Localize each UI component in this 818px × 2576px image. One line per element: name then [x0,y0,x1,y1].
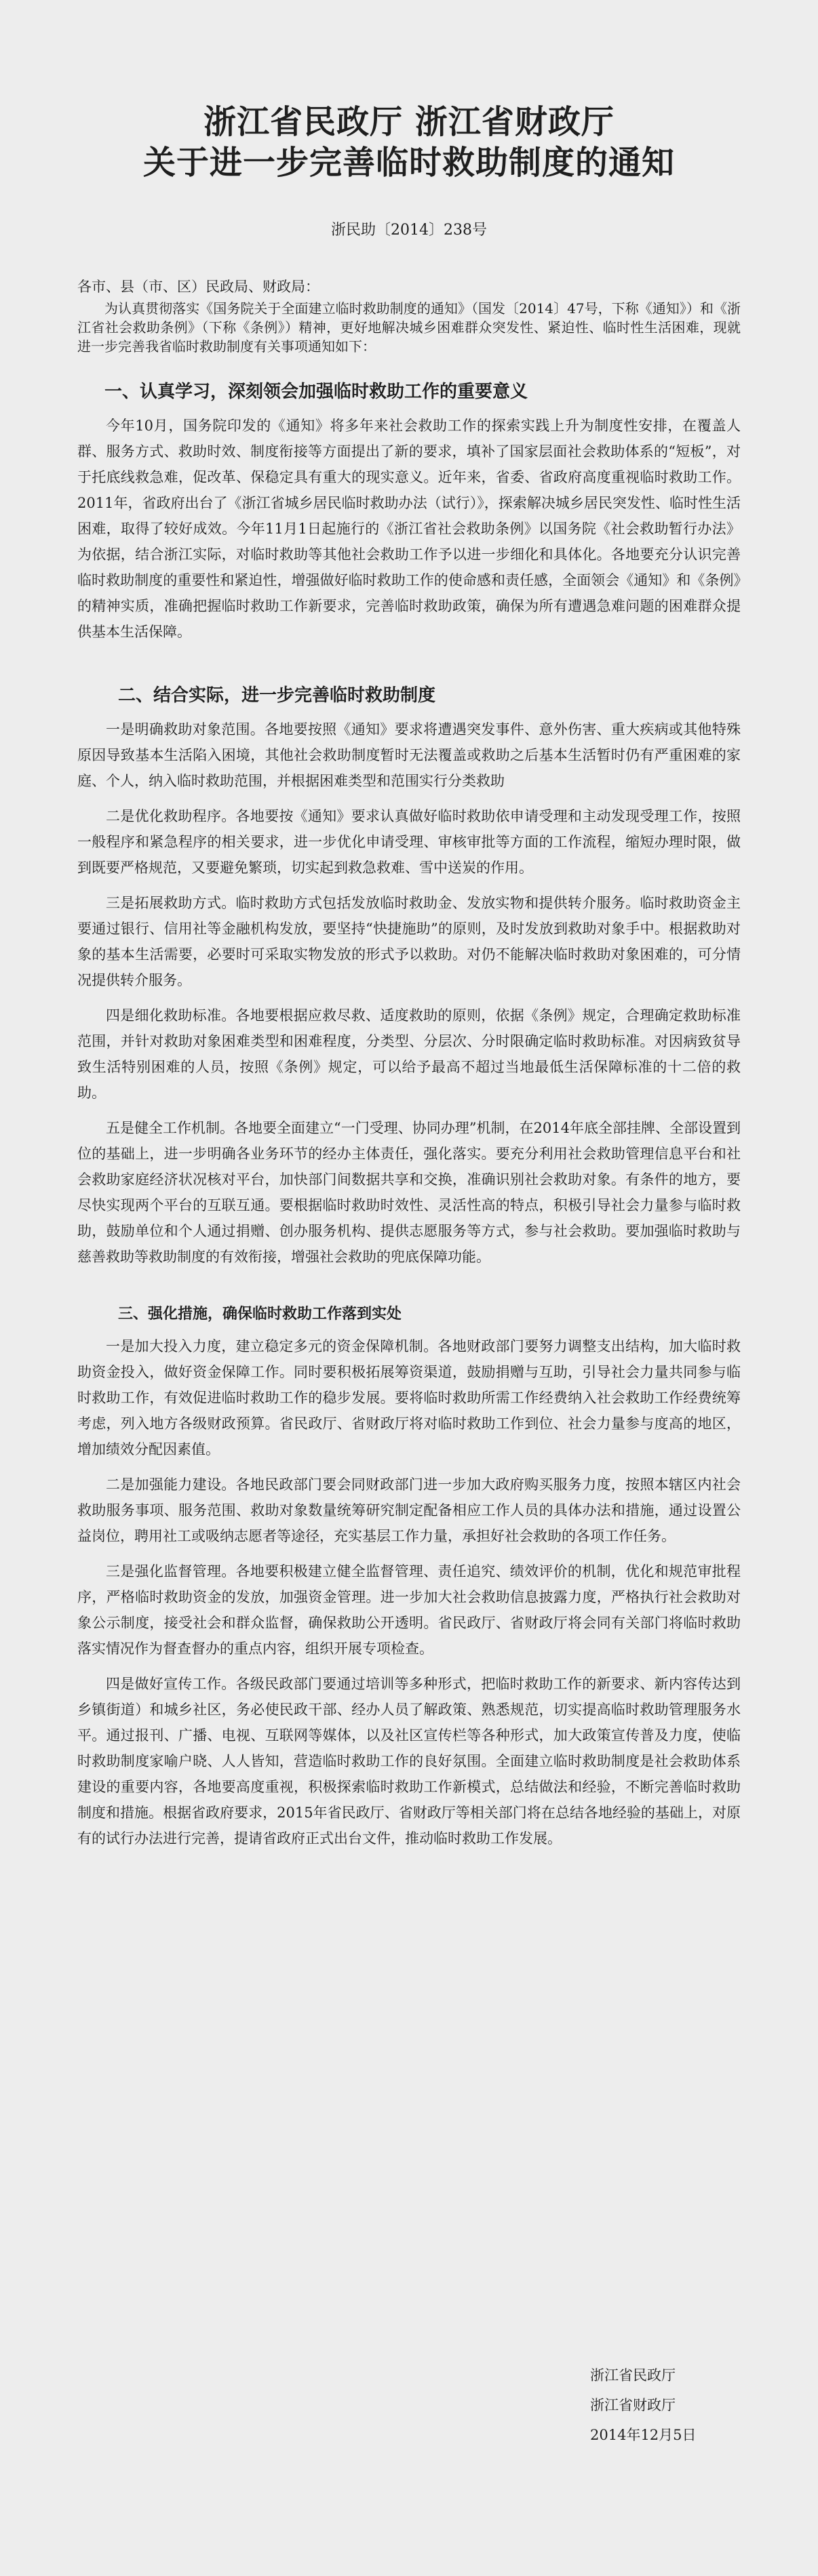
section-3-heading: 三、强化措施，确保临时救助工作落到实处 [118,1306,402,1323]
signature-org-1: 浙江省民政厅 [590,2367,676,2383]
signature-date: 2014年12月5日 [590,2427,697,2443]
section-2-paragraph-5: 五是健全工作机制。各地要全面建立“一门受理、协同办理”机制，在2014年底全部挂牌、全部设置到位的基础上，进一步明确各业务环节的经办主体责任，强化落实。要充分利用社会救助管理信息平台和社会救助家庭经济状况核对平台，加快部门间数据共享和交换，准确识别社会救助对象。有条件的地方，要尽快实现两个平台的互联互通。要根据临时救助时效性、灵活性高的特点，积极引导社会力量参与临时救助，鼓励单位和个人通过捐赠、创办服务机构、提供志愿服务等方式，参与社会救助。要加强临时救助与慈善救助等救助制度的有效衔接，增强社会救助的兜底保障功能。 [77,1120,741,1265]
section-2-heading: 二、结合实际，进一步完善临时救助制度 [118,685,436,706]
section-1-paragraph-1: 今年10月，国务院印发的《通知》将多年来社会救助工作的探索实践上升为制度性安排，在覆盖人群、服务方式、救助时效、制度衔接等方面提出了新的要求，填补了国家层面社会救助体系的“短板”，对于托底线救急难，促改革、保稳定具有重大的现实意义。近年来，省委、省政府高度重视临时救助工作。2011年，省政府出台了《浙江省城乡居民临时救助办法（试行）》，探索解决城乡居民突发性、临时性生活困难，取得了较好成效。今年11月1日起施行的《浙江省社会救助条例》以国务院《社会救助暂行办法》为依据，结合浙江实际，对临时救助等其他社会救助工作予以进一步细化和具体化。各地要充分认识完善临时救助制度的重要性和紧迫性，增强做好临时救助工作的使命感和责任感，全面领会《通知》和《条例》的精神实质，准确把握临时救助工作新要求，完善临时救助政策，确保为所有遭遇急难问题的困难群众提供基本生活保障。 [77,418,741,640]
section-3-paragraph-3: 三是强化监督管理。各地要积极建立健全监督管理、责任追究、绩效评价的机制，优化和规范审批程序，严格临时救助资金的发放，加强资金管理。进一步加大社会救助信息披露力度，严格执行社会救助对象公示制度，接受社会和群众监督，确保救助公开透明。省民政厅、省财政厅将会同有关部门将临时救助落实情况作为督查督办的重点内容，组织开展专项检查。 [77,1563,741,1657]
intro-paragraph: 为认真贯彻落实《国务院关于全面建立临时救助制度的通知》（国发〔2014〕47号，下称《通知》）和《浙江省社会救助条例》（下称《条例》）精神，更好地解决城乡困难群众突发性、紧迫性、临时性生活困难，现就进一步完善我省临时救助制度有关事项通知如下： [77,300,741,355]
section-2-paragraph-1: 一是明确救助对象范围。各地要按照《通知》要求将遭遇突发事件、意外伤害、重大疾病或其他特殊原因导致基本生活陷入困境，其他社会救助制度暂时无法覆盖或救助之后基本生活暂时仍有严重困难的家庭、个人，纳入临时救助范围，并根据困难类型和范围实行分类救助 [77,721,741,789]
salutation: 各市、县（市、区）民政局、财政局： [77,279,319,295]
title-line-1: 浙江省民政厅 浙江省财政厅 [203,103,615,141]
document-title [77,102,741,183]
title-line-2: 关于进一步完善临时救助制度的通知 [142,144,675,182]
section-2-paragraph-3: 三是拓展救助方式。临时救助方式包括发放临时救助金、发放实物和提供转介服务。临时救助资金主要通过银行、信用社等金融机构发放，要坚持“快捷施助”的原则，及时发放到救助对象手中。根据救助对象的基本生活需要，必要时可采取实物发放的形式予以救助。对仍不能解决临时救助对象困难的，可分情况提供转介服务。 [77,895,741,988]
section-3-paragraph-2: 二是加强能力建设。各地民政部门要会同财政部门进一步加大政府购买服务力度，按照本辖区内社会救助服务事项、服务范围、救助对象数量统筹研究制定配备相应工作人员的具体办法和措施，通过设置公益岗位，聘用社工或吸纳志愿者等途径，充实基层工作力量，承担好社会救助的各项工作任务。 [77,1476,741,1544]
signature-block [590,2360,697,2450]
section-2-paragraph-2: 二是优化救助程序。各地要按《通知》要求认真做好临时救助依申请受理和主动发现受理工作，按照一般程序和紧急程序的相关要求，进一步优化申请受理、审核审批等方面的工作流程，缩短办理时限，做到既要严格规范，又要避免繁琐，切实起到救急救难、雪中送炭的作用。 [77,808,741,876]
document-number: 浙民助〔2014〕238号 [331,222,487,239]
section-2-paragraph-4: 四是细化救助标准。各地要根据应救尽救、适度救助的原则，依据《条例》规定，合理确定救助标准范围，并针对救助对象困难类型和困难程度，分类型、分层次、分时限确定临时救助标准。对因病致贫导致生活特别困难的人员，按照《条例》规定，可以给予最高不超过当地最低生活保障标准的十二倍的救助。 [77,1007,741,1101]
section-1-heading: 一、认真学习，深刻领会加强临时救助工作的重要意义 [104,382,528,402]
section-3-paragraph-1: 一是加大投入力度，建立稳定多元的资金保障机制。各地财政部门要努力调整支出结构，加大临时救助资金投入，做好资金保障工作。同时要积极拓展筹资渠道，鼓励捐赠与互助，引导社会力量共同参与临时救助工作，有效促进临时救助工作的稳步发展。要将临时救助所需工作经费纳入社会救助工作经费统筹考虑，列入地方各级财政预算。省民政厅、省财政厅将对临时救助工作到位、社会力量参与度高的地区，增加绩效分配因素值。 [77,1338,741,1457]
signature-org-2: 浙江省财政厅 [590,2397,676,2413]
section-3-paragraph-4: 四是做好宣传工作。各级民政部门要通过培训等多种形式，把临时救助工作的新要求、新内容传达到乡镇街道）和城乡社区，务必使民政干部、经办人员了解政策、熟悉规范，切实提高临时救助管理服务水平。通过报刊、广播、电视、互联网等媒体，以及社区宣传栏等各种形式，加大政策宣传普及力度，使临时救助制度家喻户晓、人人皆知，营造临时救助工作的良好氛围。全面建立临时救助制度是社会救助体系建设的重要内容，各地要高度重视，积极探索临时救助工作新模式，总结做法和经验，不断完善临时救助制度和措施。根据省政府要求，2015年省民政厅、省财政厅等相关部门将在总结各地经验的基础上，对原有的试行办法进行完善，提请省政府正式出台文件，推动临时救助工作发展。 [77,1676,741,1847]
